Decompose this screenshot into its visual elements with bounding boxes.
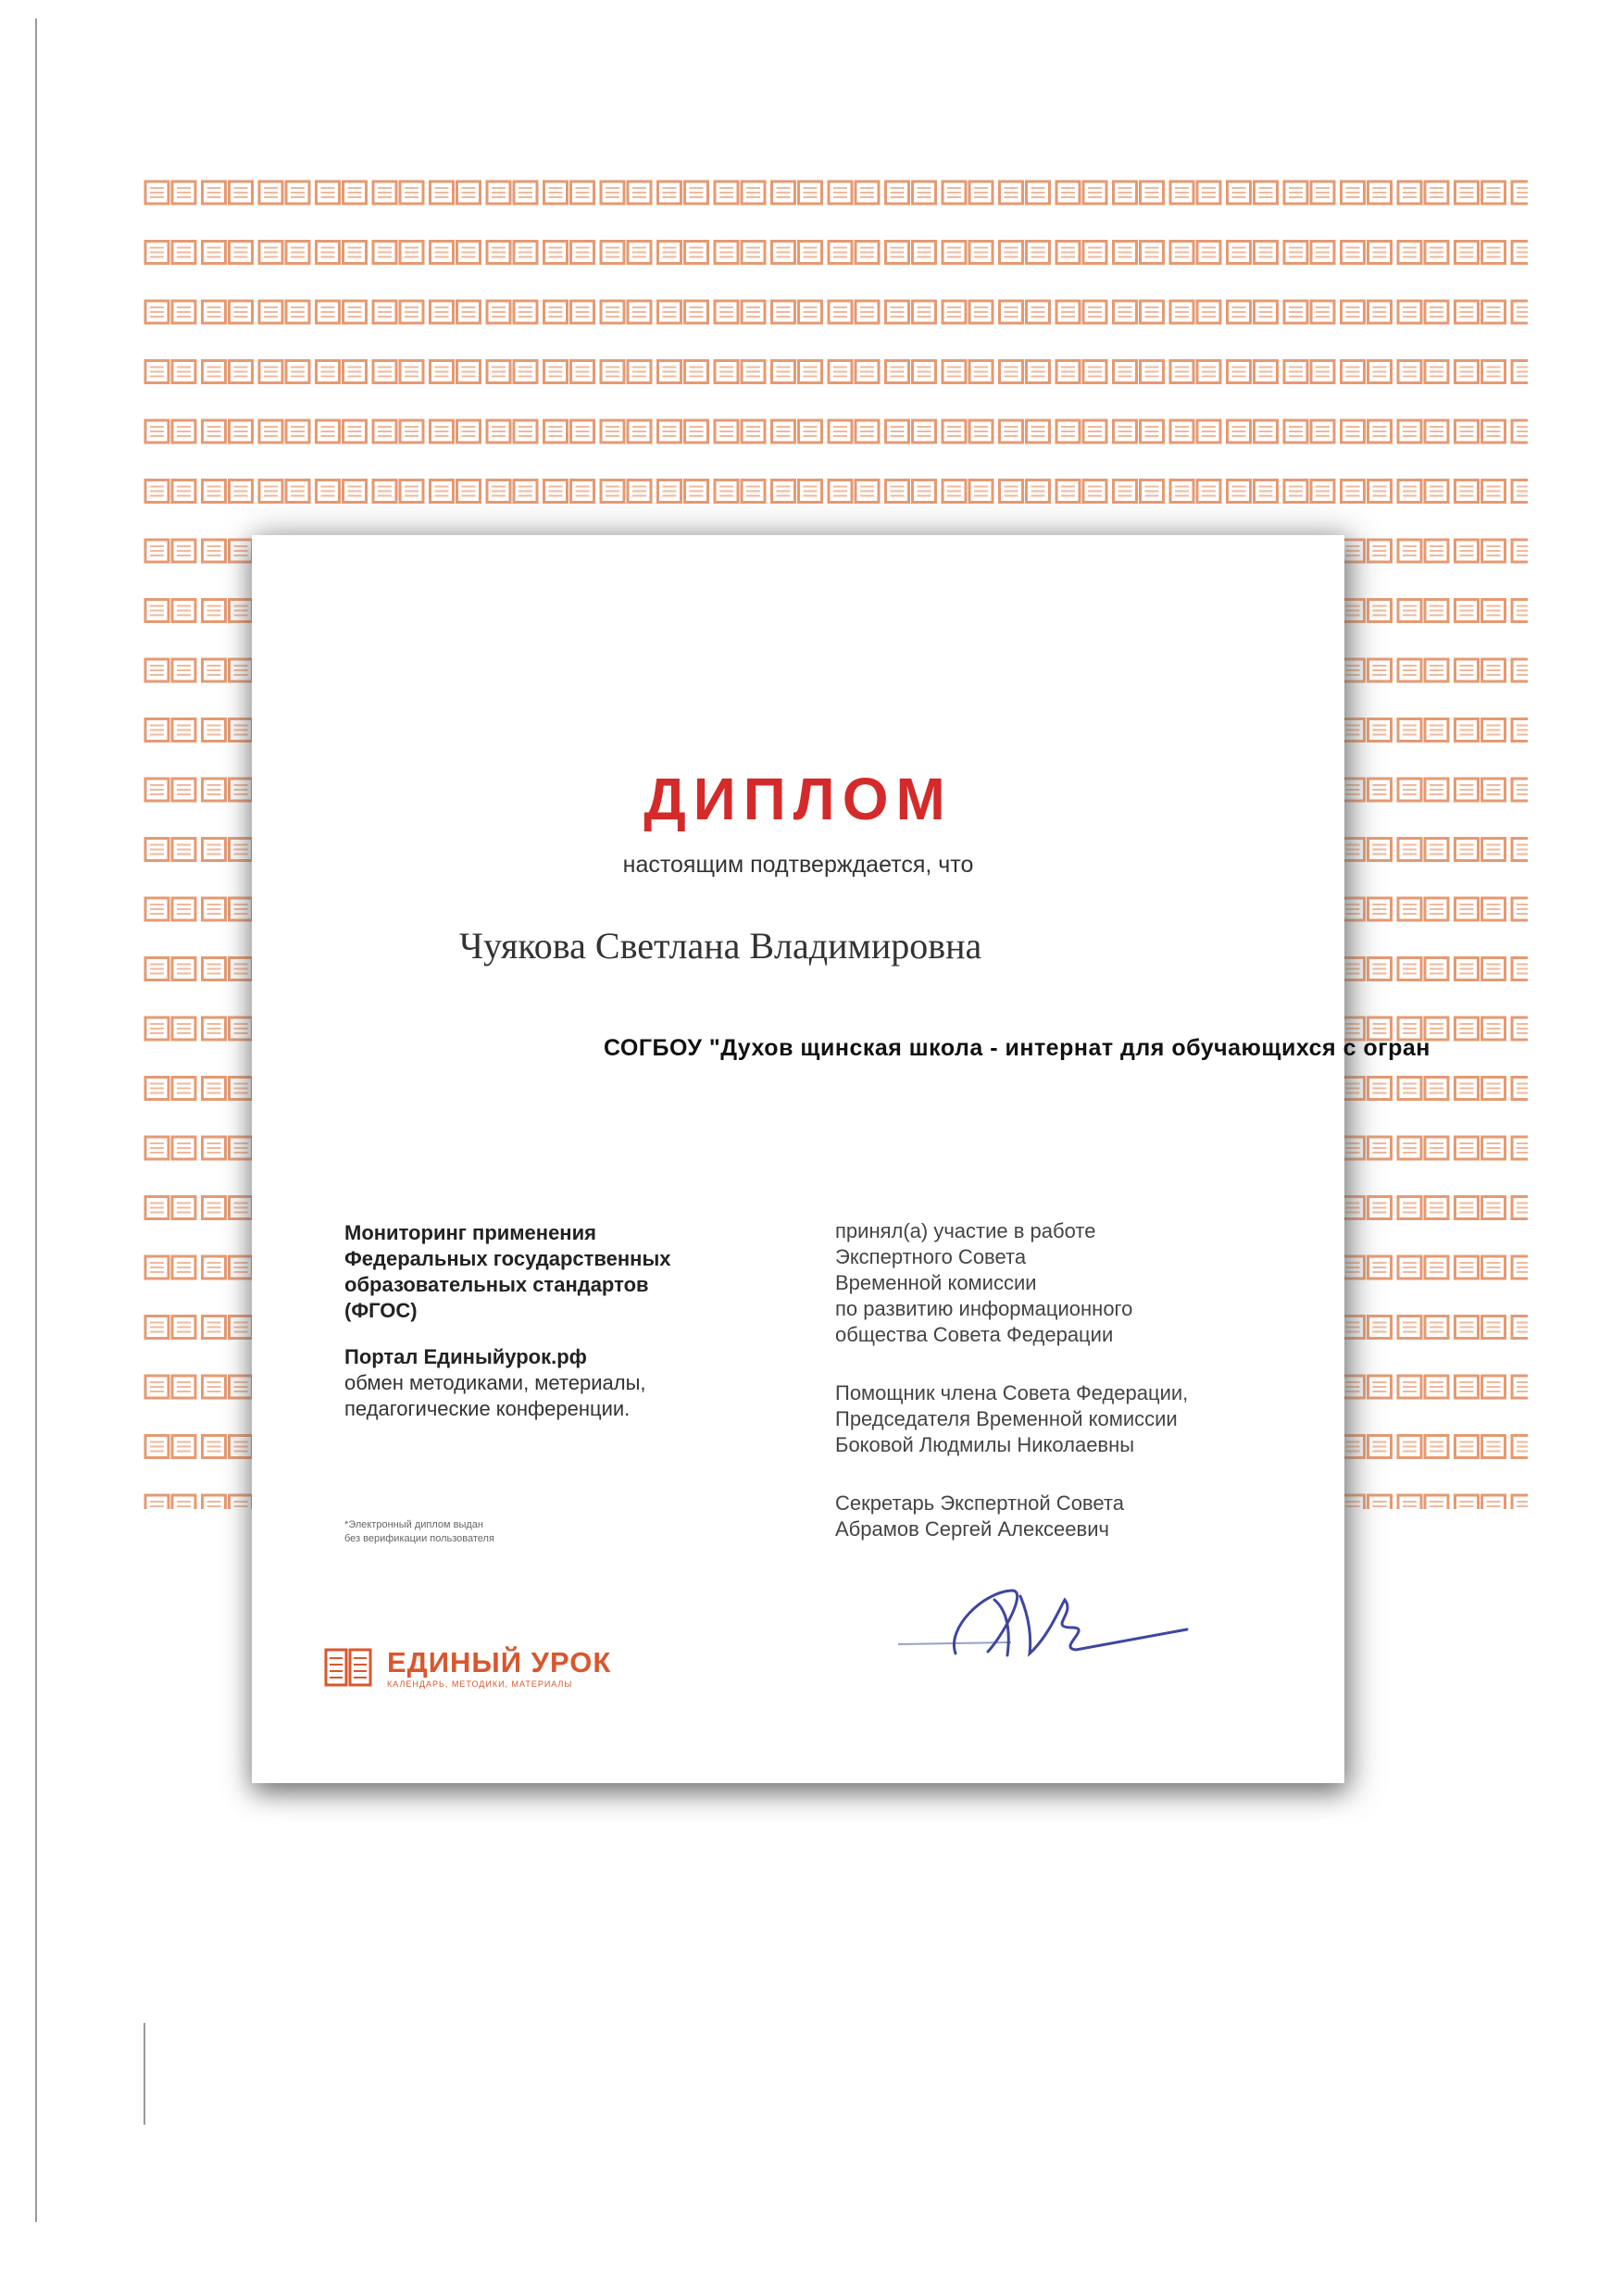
assistant-line: Председателя Временной комиссии (835, 1407, 1178, 1430)
monitoring-block (344, 1220, 752, 1422)
monitoring-heading-line: Федеральных государственных (344, 1247, 671, 1270)
participation-line: Экспертного Совета (835, 1245, 1027, 1268)
verification-note (344, 1518, 622, 1546)
note-line: *Электронный диплом выдан (344, 1519, 483, 1530)
diploma-title: ДИПЛОМ (643, 766, 953, 832)
assistant-line: Боковой Людмилы Николаевны (835, 1433, 1135, 1456)
organization-name: СОГБОУ "Духов щинская школа - интернат для обучающихся с огран (604, 1035, 1430, 1061)
page-edge-line-lower (144, 2023, 145, 2125)
diploma-subtitle: настоящим подтверждается, что (622, 852, 974, 878)
participation-block (835, 1218, 1317, 1542)
logo-tagline: КАЛЕНДАРЬ, МЕТОДИКИ, МАТЕРИАЛЫ (387, 1679, 573, 1689)
participation-line: общества Совета Федерации (835, 1323, 1114, 1346)
monitoring-heading-line: Мониторинг применения (344, 1221, 596, 1244)
signature-icon (891, 1572, 1224, 1678)
edinyi-urok-logo (324, 1646, 611, 1689)
portal-description-line: педагогические конференции. (344, 1397, 631, 1420)
portal-title: Портал Единыйурок.рф (344, 1345, 587, 1368)
participation-line: по развитию информационного (835, 1297, 1133, 1320)
participation-line: принял(а) участие в работе (835, 1219, 1096, 1242)
assistant-line: Помощник члена Совета Федерации, (835, 1381, 1189, 1404)
secretary-line: Секретарь Экспертной Совета (835, 1491, 1124, 1515)
diploma-card (252, 535, 1430, 1783)
logo-name: ЕДИНЫЙ УРОК (387, 1646, 612, 1678)
secretary-line: Абрамов Сергей Алексеевич (835, 1517, 1109, 1541)
participation-line: Временной комиссии (835, 1271, 1037, 1294)
recipient-name: Чуякова Светлана Владимировна (459, 925, 982, 967)
book-icon (324, 1647, 372, 1688)
portal-description-line: обмен методиками, метериалы, (344, 1371, 646, 1394)
note-line: без верификации пользователя (344, 1533, 494, 1544)
page-edge-line (35, 19, 37, 2222)
monitoring-heading-line: (ФГОС) (344, 1299, 418, 1322)
monitoring-heading-line: образовательных стандартов (344, 1273, 649, 1296)
